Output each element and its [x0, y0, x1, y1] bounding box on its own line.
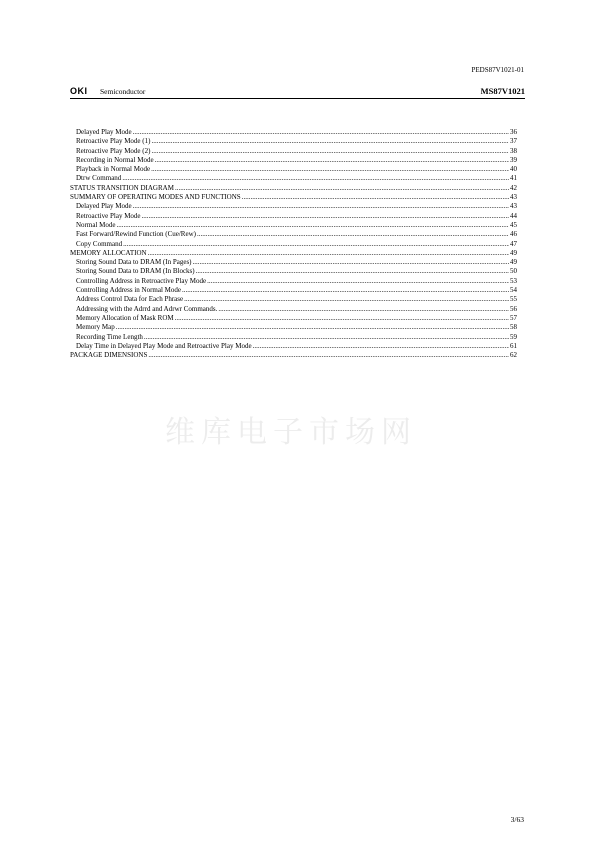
toc-dot-leader: [182, 286, 509, 295]
toc-entry[interactable]: [70, 137, 517, 146]
toc-entry-page: 40: [510, 165, 517, 174]
toc-entry[interactable]: [70, 286, 517, 295]
toc-entry-title: Normal Mode: [76, 220, 116, 229]
toc-entry-page: 44: [510, 211, 517, 220]
toc-entry-page: 50: [510, 267, 517, 276]
toc-dot-leader: [197, 230, 509, 239]
header-rule: [70, 98, 525, 99]
watermark: 维库电子市场网: [165, 415, 417, 450]
toc-entry[interactable]: [70, 156, 517, 165]
toc-entry-page: 37: [510, 137, 517, 146]
toc-entry-page: 39: [510, 155, 517, 164]
table-of-contents: [70, 128, 517, 360]
toc-entry[interactable]: [70, 174, 517, 183]
toc-entry-title: Recording Time Length: [76, 332, 143, 341]
toc-entry-page: 36: [510, 128, 517, 136]
toc-entry-title: Address Control Data for Each Phrase: [76, 295, 184, 304]
toc-entry-page: 62: [510, 351, 517, 360]
oki-logo: OKI: [70, 86, 88, 96]
toc-entry-page: 47: [510, 239, 517, 248]
toc-dot-leader: [193, 258, 510, 267]
toc-dot-leader: [196, 267, 509, 276]
toc-dot-leader: [218, 305, 509, 314]
toc-entry[interactable]: [70, 147, 517, 156]
document-id: PEDS87V1021-01: [471, 66, 524, 74]
toc-entry[interactable]: [70, 230, 517, 239]
toc-entry[interactable]: [70, 333, 517, 342]
page-header: [70, 86, 525, 98]
toc-entry-page: 61: [510, 341, 517, 350]
toc-entry-page: 55: [510, 295, 517, 304]
toc-entry-title: Dtrw Command: [76, 174, 122, 183]
toc-dot-leader: [207, 277, 509, 286]
toc-entry-title: Retroactive Play Mode (1): [76, 137, 151, 146]
toc-entry-page: 43: [510, 193, 517, 202]
toc-entry[interactable]: [70, 184, 517, 193]
toc-entry-title: Controlling Address in Retroactive Play Mode: [76, 276, 207, 285]
toc-dot-leader: [148, 351, 509, 360]
toc-entry-title: Recording in Normal Mode: [76, 155, 154, 164]
toc-dot-leader: [148, 249, 509, 258]
toc-entry-title: Addressing with the Adrrd and Adrwr Commands.: [76, 304, 218, 313]
toc-entry[interactable]: [70, 202, 517, 211]
toc-dot-leader: [151, 137, 509, 146]
toc-entry[interactable]: [70, 305, 517, 314]
toc-entry[interactable]: [70, 314, 517, 323]
toc-entry-page: 56: [510, 304, 517, 313]
toc-entry-title: Delayed Play Mode: [76, 202, 132, 211]
toc-entry[interactable]: [70, 249, 517, 258]
toc-entry-title: PACKAGE DIMENSIONS: [70, 351, 148, 360]
toc-dot-leader: [122, 174, 509, 183]
toc-dot-leader: [151, 165, 509, 174]
toc-entry-page: 45: [510, 220, 517, 229]
toc-entry-page: 59: [510, 332, 517, 341]
toc-dot-leader: [144, 333, 509, 342]
toc-dot-leader: [133, 128, 509, 137]
toc-entry[interactable]: [70, 221, 517, 230]
toc-entry-page: 38: [510, 146, 517, 155]
toc-dot-leader: [175, 314, 509, 323]
toc-dot-leader: [184, 295, 509, 304]
toc-entry[interactable]: [70, 351, 517, 360]
toc-entry[interactable]: [70, 277, 517, 286]
toc-entry[interactable]: [70, 323, 517, 332]
toc-entry-page: 41: [510, 174, 517, 183]
toc-entry-page: 57: [510, 313, 517, 322]
toc-entry-title: Memory Allocation of Mask ROM: [76, 313, 174, 322]
toc-entry-title: Fast Forward/Rewind Function (Cue/Rew): [76, 230, 196, 239]
toc-entry-page: 53: [510, 276, 517, 285]
toc-entry-page: 58: [510, 323, 517, 332]
toc-dot-leader: [155, 156, 509, 165]
toc-entry-page: 49: [510, 258, 517, 267]
toc-dot-leader: [242, 193, 509, 202]
toc-dot-leader: [175, 184, 509, 193]
toc-dot-leader: [133, 202, 509, 211]
toc-entry-title: SUMMARY OF OPERATING MODES AND FUNCTIONS: [70, 193, 241, 202]
toc-entry-title: MEMORY ALLOCATION: [70, 248, 147, 257]
page-number: 3/63: [510, 815, 524, 824]
toc-entry-title: Storing Sound Data to DRAM (In Blocks): [76, 267, 195, 276]
toc-dot-leader: [116, 323, 509, 332]
toc-entry-page: 42: [510, 183, 517, 192]
toc-entry[interactable]: [70, 240, 517, 249]
toc-entry-page: 54: [510, 286, 517, 295]
toc-dot-leader: [116, 221, 509, 230]
toc-entry-title: Playback in Normal Mode: [76, 165, 151, 174]
toc-entry[interactable]: [70, 165, 517, 174]
toc-entry[interactable]: [70, 128, 517, 137]
toc-entry-title: Controlling Address in Normal Mode: [76, 286, 181, 295]
toc-entry[interactable]: [70, 212, 517, 221]
toc-dot-leader: [253, 342, 509, 351]
toc-entry-title: Delay Time in Delayed Play Mode and Retroactive Play Mode: [76, 341, 252, 350]
toc-dot-leader: [123, 240, 509, 249]
toc-entry-title: Retroactive Play Mode (2): [76, 146, 151, 155]
toc-entry[interactable]: [70, 258, 517, 267]
part-number: MS87V1021: [480, 86, 525, 96]
toc-entry-title: Storing Sound Data to DRAM (In Pages): [76, 258, 192, 267]
toc-dot-leader: [151, 147, 509, 156]
toc-entry-title: Memory Map: [76, 323, 115, 332]
toc-entry-page: 46: [510, 230, 517, 239]
toc-entry[interactable]: [70, 267, 517, 276]
toc-entry-title: STATUS TRANSITION DIAGRAM: [70, 183, 174, 192]
toc-dot-leader: [142, 212, 509, 221]
toc-entry-title: Retroactive Play Mode: [76, 211, 141, 220]
toc-entry-title: Copy Command: [76, 239, 123, 248]
toc-entry-page: 49: [510, 248, 517, 257]
logo-subtitle: Semiconductor: [100, 87, 146, 96]
toc-entry-title: Delayed Play Mode: [76, 128, 132, 136]
toc-entry[interactable]: [70, 342, 517, 351]
toc-entry[interactable]: [70, 193, 517, 202]
toc-entry[interactable]: [70, 295, 517, 304]
toc-entry-page: 43: [510, 202, 517, 211]
